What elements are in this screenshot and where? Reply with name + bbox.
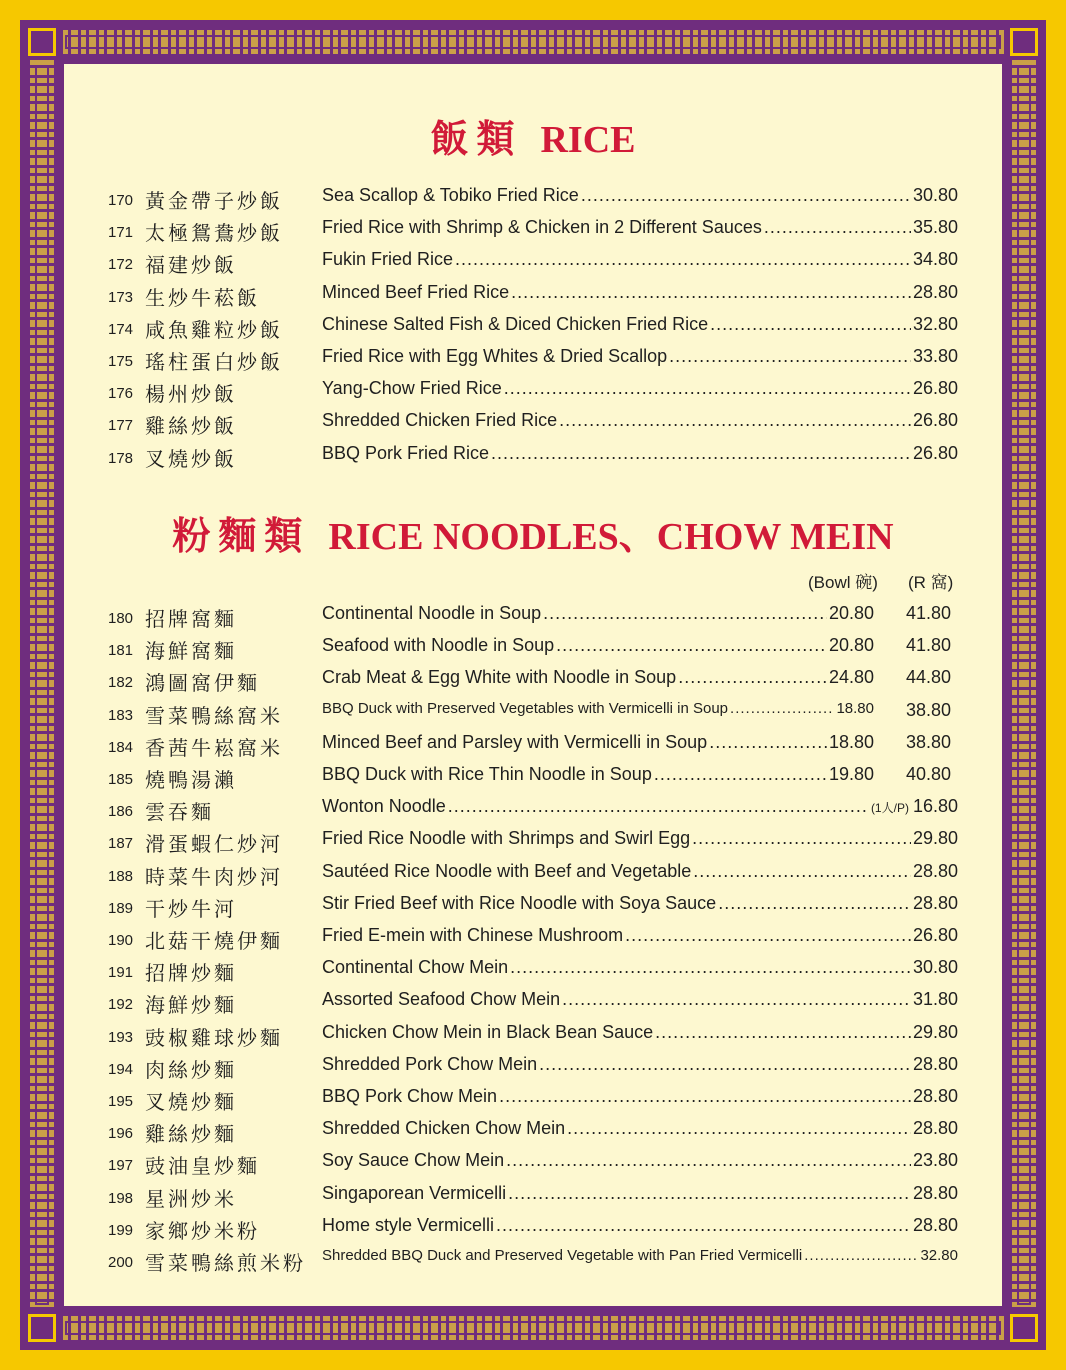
item-number: 173 (108, 288, 134, 306)
menu-item-row (0, 280, 1066, 312)
item-name-en: Fried Rice with Egg Whites & Dried Scallop (322, 346, 668, 366)
dot-leader (496, 1215, 911, 1236)
item-price: 28.80 (912, 892, 958, 913)
item-price: 33.80 (912, 346, 958, 366)
dot-leader (508, 1183, 911, 1204)
menu-item-row (0, 730, 1066, 762)
item-number: 200 (108, 1254, 134, 1271)
item-name-en-line (322, 249, 958, 270)
menu-item-row (0, 376, 1066, 408)
item-price: 20.80 (828, 635, 874, 656)
item-name-zh: 鴻圖窩伊麵 (145, 671, 260, 696)
item-name-zh: 楊州炒飯 (145, 382, 237, 407)
dot-leader (562, 989, 911, 1010)
item-name-zh: 太極鴛鴦炒飯 (145, 221, 283, 246)
item-name-zh: 豉油皇炒麵 (145, 1154, 260, 1179)
menu-item-row (0, 1116, 1066, 1148)
rice-title-en: RICE (540, 119, 636, 161)
item-name-zh: 滑蛋蝦仁炒河 (145, 832, 283, 857)
item-name-en: Assorted Seafood Chow Mein (322, 989, 561, 1010)
dot-leader (559, 410, 911, 431)
dot-leader (692, 828, 911, 849)
item-name-en-line (322, 861, 958, 882)
rice-title-zh: 飯類 (430, 116, 523, 161)
item-name-en-line (322, 1150, 958, 1171)
item-number: 183 (108, 706, 134, 724)
item-name-zh: 生炒牛菘飯 (145, 285, 260, 310)
dot-leader (455, 249, 911, 270)
dot-leader (655, 1022, 911, 1043)
item-number: 172 (108, 256, 134, 274)
item-name-en-line (322, 1183, 958, 1204)
item-name-zh: 福建炒飯 (145, 253, 237, 278)
menu-item-row (0, 923, 1066, 955)
item-price: 28.80 (912, 1053, 958, 1074)
decorative-border-bottom (60, 1316, 1006, 1340)
item-name-zh: 家鄉炒米粉 (145, 1218, 260, 1243)
item-name-en-line (322, 828, 958, 849)
item-name-en-line (322, 603, 874, 624)
item-name-zh: 燒鴨湯瀨 (145, 768, 237, 792)
menu-item-row (0, 987, 1066, 1019)
item-number: 192 (108, 996, 134, 1014)
item-name-en: Stir Fried Beef with Rice Noodle with Soya Sauce (322, 892, 717, 913)
menu-item-row (0, 955, 1066, 987)
item-name-zh: 肉絲炒麵 (145, 1057, 237, 1082)
item-name-en: Continental Noodle in Soup (322, 603, 542, 623)
item-name-zh: 雞絲炒飯 (145, 414, 237, 439)
item-price-large: 41.80 (906, 603, 952, 623)
menu-item-row (0, 1052, 1066, 1084)
dot-leader (654, 764, 827, 785)
menu-item-row (0, 1181, 1066, 1213)
item-number: 176 (108, 385, 134, 403)
item-name-zh: 黃金帶子炒飯 (145, 189, 283, 213)
menu-item-row (0, 891, 1066, 923)
item-price: 28.80 (912, 1182, 958, 1203)
item-name-en: Fried E-mein with Chinese Mushroom (322, 925, 624, 945)
item-name-zh: 雪菜鴨絲窩米 (145, 703, 283, 728)
menu-item-row (0, 312, 1066, 344)
noodle-section-title (0, 505, 1066, 560)
item-name-en-line (322, 635, 874, 656)
item-price: 32.80 (912, 313, 958, 334)
item-number: 194 (108, 1060, 134, 1078)
dot-leader (625, 925, 911, 946)
item-name-en-line (322, 282, 958, 303)
item-number: 170 (108, 192, 134, 209)
item-name-zh: 時菜牛肉炒河 (145, 864, 283, 889)
item-name-zh: 雞絲炒麵 (145, 1122, 237, 1147)
item-number: 182 (108, 674, 134, 692)
item-name-zh: 咸魚雞粒炒飯 (145, 317, 283, 342)
item-name-en: Wonton Noodle (322, 796, 446, 817)
menu-item-row (0, 408, 1066, 440)
item-name-en: Chinese Salted Fish & Diced Chicken Fried Rice (322, 313, 709, 334)
noodle-title-en: RICE NOODLES、CHOW MEIN (328, 516, 894, 558)
item-name-en: Soy Sauce Chow Mein (322, 1150, 505, 1171)
dot-leader (709, 732, 827, 753)
item-name-zh: 雲吞麵 (145, 800, 214, 825)
item-name-en-line (322, 732, 874, 753)
item-number: 199 (108, 1221, 134, 1239)
dot-leader (710, 314, 911, 335)
item-number: 178 (108, 449, 134, 467)
item-price: 29.80 (912, 828, 958, 849)
item-price: 31.80 (912, 989, 958, 1010)
dot-leader (581, 185, 911, 206)
item-name-en-line (322, 314, 958, 335)
item-price: 34.80 (912, 249, 958, 270)
item-name-en: Minced Beef Fried Rice (322, 281, 510, 302)
item-name-en: Fukin Fried Rice (322, 249, 454, 270)
item-number: 174 (108, 320, 134, 338)
item-price: 26.80 (912, 378, 958, 399)
menu-item-row (0, 665, 1066, 697)
item-number: 186 (108, 803, 134, 821)
item-name-zh: 豉椒雞球炒麵 (145, 1025, 283, 1050)
r-column-header: (R 窩) (908, 573, 954, 592)
item-name-en-line (322, 217, 958, 238)
menu-item-row (0, 344, 1066, 376)
portion-note: (1人/P) (870, 801, 909, 816)
item-name-en-line (322, 925, 958, 946)
item-price: 26.80 (912, 442, 958, 463)
dot-leader (556, 635, 827, 656)
dot-leader (506, 1150, 911, 1171)
menu-item-row (0, 1020, 1066, 1052)
item-number: 193 (108, 1028, 134, 1046)
item-name-en-line (322, 700, 874, 717)
item-number: 195 (108, 1093, 134, 1110)
dot-leader (669, 346, 911, 367)
dot-leader (539, 1054, 911, 1075)
item-number: 190 (108, 932, 134, 949)
item-price: 18.80 (836, 699, 874, 717)
rice-section-title (0, 108, 1066, 163)
item-name-zh: 招牌窩麵 (145, 607, 237, 631)
item-name-zh: 北菇干燒伊麵 (145, 929, 283, 953)
item-name-en-line (322, 1215, 958, 1236)
menu-item-row (0, 794, 1066, 826)
item-number: 191 (108, 964, 134, 982)
dot-leader (511, 282, 911, 303)
item-price: 35.80 (912, 217, 958, 238)
item-price: 23.80 (912, 1150, 958, 1171)
item-number: 185 (108, 771, 134, 788)
menu-item-row (0, 698, 1066, 730)
item-price: 28.80 (912, 1214, 958, 1235)
item-price-large: 38.80 (906, 699, 952, 720)
item-name-zh: 干炒牛河 (145, 896, 237, 921)
item-name-zh: 海鮮炒麵 (145, 993, 237, 1018)
item-price: 26.80 (912, 410, 958, 431)
item-name-en: Sautéed Rice Noodle with Beef and Vegetable (322, 860, 692, 881)
dot-leader (491, 443, 911, 464)
menu-item-row (0, 1245, 1066, 1277)
item-price: 28.80 (912, 281, 958, 302)
item-name-en: Chicken Chow Mein in Black Bean Sauce (322, 1021, 654, 1042)
dot-leader (678, 667, 827, 688)
item-name-en-line (322, 185, 958, 206)
item-name-en-line (322, 1086, 958, 1107)
item-name-zh: 叉燒炒飯 (145, 446, 237, 471)
item-price: 30.80 (912, 185, 958, 205)
item-name-en-line (322, 1022, 958, 1043)
noodle-title-zh: 粉麵類 (172, 513, 311, 558)
item-name-en: BBQ Duck with Rice Thin Noodle in Soup (322, 764, 652, 784)
item-name-zh: 瑤柱蛋白炒飯 (145, 350, 283, 374)
menu-item-row (0, 762, 1066, 794)
dot-leader (448, 796, 869, 817)
item-price: 26.80 (912, 925, 958, 945)
dot-leader (730, 700, 834, 717)
menu-item-row (0, 183, 1066, 215)
item-name-en: Fried Rice with Shrimp & Chicken in 2 Different Sauces (322, 217, 762, 238)
item-name-en-line (322, 410, 958, 431)
item-name-en-line (322, 346, 958, 367)
item-name-en-line (322, 989, 958, 1010)
item-number: 184 (108, 738, 134, 756)
dot-leader (764, 217, 911, 238)
dot-leader (543, 603, 827, 624)
item-name-zh: 雪菜鴨絲煎米粉 (145, 1251, 306, 1275)
dot-leader (718, 893, 911, 914)
item-price-large: 44.80 (906, 667, 952, 688)
item-price: 18.80 (828, 731, 874, 752)
item-name-en: BBQ Pork Fried Rice (322, 442, 490, 463)
item-name-zh: 星洲炒米 (145, 1186, 237, 1211)
item-price: 28.80 (912, 1118, 958, 1139)
item-price: 32.80 (920, 1247, 958, 1264)
menu-item-row (0, 1213, 1066, 1245)
border-corner (1010, 1314, 1038, 1342)
item-name-en-line (322, 957, 958, 978)
item-price: 20.80 (828, 603, 874, 623)
item-name-en: Yang-Chow Fried Rice (322, 378, 502, 399)
item-name-en: Shredded BBQ Duck and Preserved Vegetable with Pan Fried Vermicelli (322, 1247, 803, 1264)
dot-leader (499, 1086, 911, 1107)
item-price: 30.80 (912, 957, 958, 978)
item-name-zh: 海鮮窩麵 (145, 639, 237, 664)
item-price: 24.80 (828, 667, 874, 688)
item-price-large: 41.80 (906, 635, 952, 656)
decorative-border-top (60, 30, 1006, 54)
item-name-en-line (322, 1118, 958, 1139)
border-corner (28, 28, 56, 56)
menu-item-row (0, 826, 1066, 858)
item-number: 198 (108, 1189, 134, 1207)
item-name-en: Seafood with Noodle in Soup (322, 635, 555, 656)
menu-item-row (0, 247, 1066, 279)
item-name-en-line (322, 764, 874, 785)
item-number: 196 (108, 1125, 134, 1143)
menu-item-row (0, 601, 1066, 633)
item-number: 188 (108, 867, 134, 885)
item-name-en: Shredded Chicken Chow Mein (322, 1118, 566, 1139)
item-price: 28.80 (912, 860, 958, 881)
item-name-en: Sea Scallop & Tobiko Fried Rice (322, 185, 579, 205)
item-number: 180 (108, 610, 134, 627)
item-price: 28.80 (912, 1086, 958, 1106)
item-price: 29.80 (912, 1021, 958, 1042)
item-price: 19.80 (828, 764, 874, 784)
dot-leader (693, 861, 911, 882)
item-name-en-line (322, 443, 958, 464)
item-name-en: BBQ Pork Chow Mein (322, 1086, 498, 1106)
menu-item-row (0, 441, 1066, 473)
item-name-en: Fried Rice Noodle with Shrimps and Swirl Egg (322, 828, 691, 849)
menu-item-row (0, 1148, 1066, 1180)
item-number: 197 (108, 1157, 134, 1175)
item-number: 175 (108, 353, 134, 370)
item-price: 16.80 (912, 796, 958, 817)
item-name-en: Shredded Pork Chow Mein (322, 1053, 538, 1074)
dot-leader (510, 957, 911, 978)
item-name-en-line (322, 1054, 958, 1075)
item-name-en-line (322, 796, 958, 817)
border-corner (1010, 28, 1038, 56)
item-name-en-line (322, 378, 958, 399)
menu-item-row (0, 633, 1066, 665)
item-name-zh: 招牌炒麵 (145, 961, 237, 986)
menu-item-row (0, 215, 1066, 247)
item-name-en: Singaporean Vermicelli (322, 1182, 507, 1203)
dot-leader (504, 378, 911, 399)
item-number: 181 (108, 642, 134, 660)
item-name-en: Continental Chow Mein (322, 957, 509, 978)
item-name-en-line (322, 893, 958, 914)
item-name-en-line (322, 667, 874, 688)
item-number: 189 (108, 899, 134, 917)
item-number: 177 (108, 417, 134, 435)
item-name-en: Crab Meat & Egg White with Noodle in Soup (322, 667, 677, 688)
menu-item-row (0, 1084, 1066, 1116)
dot-leader (567, 1118, 911, 1139)
bowl-column-header: (Bowl 碗) (808, 573, 878, 592)
item-name-en: Minced Beef and Parsley with Vermicelli in Soup (322, 731, 708, 752)
item-name-en: BBQ Duck with Preserved Vegetables with Vermicelli in Soup (322, 699, 729, 717)
menu-item-row (0, 859, 1066, 891)
item-name-en: Home style Vermicelli (322, 1214, 495, 1235)
item-name-en-line (322, 1247, 958, 1264)
item-number: 187 (108, 835, 134, 853)
dot-leader (804, 1247, 918, 1264)
item-name-zh: 叉燒炒麵 (145, 1090, 237, 1114)
item-number: 171 (108, 224, 134, 242)
item-name-en: Shredded Chicken Fried Rice (322, 410, 558, 431)
border-corner (28, 1314, 56, 1342)
item-name-zh: 香茜牛崧窩米 (145, 735, 283, 760)
item-price-large: 40.80 (906, 764, 952, 784)
item-price-large: 38.80 (906, 731, 952, 752)
